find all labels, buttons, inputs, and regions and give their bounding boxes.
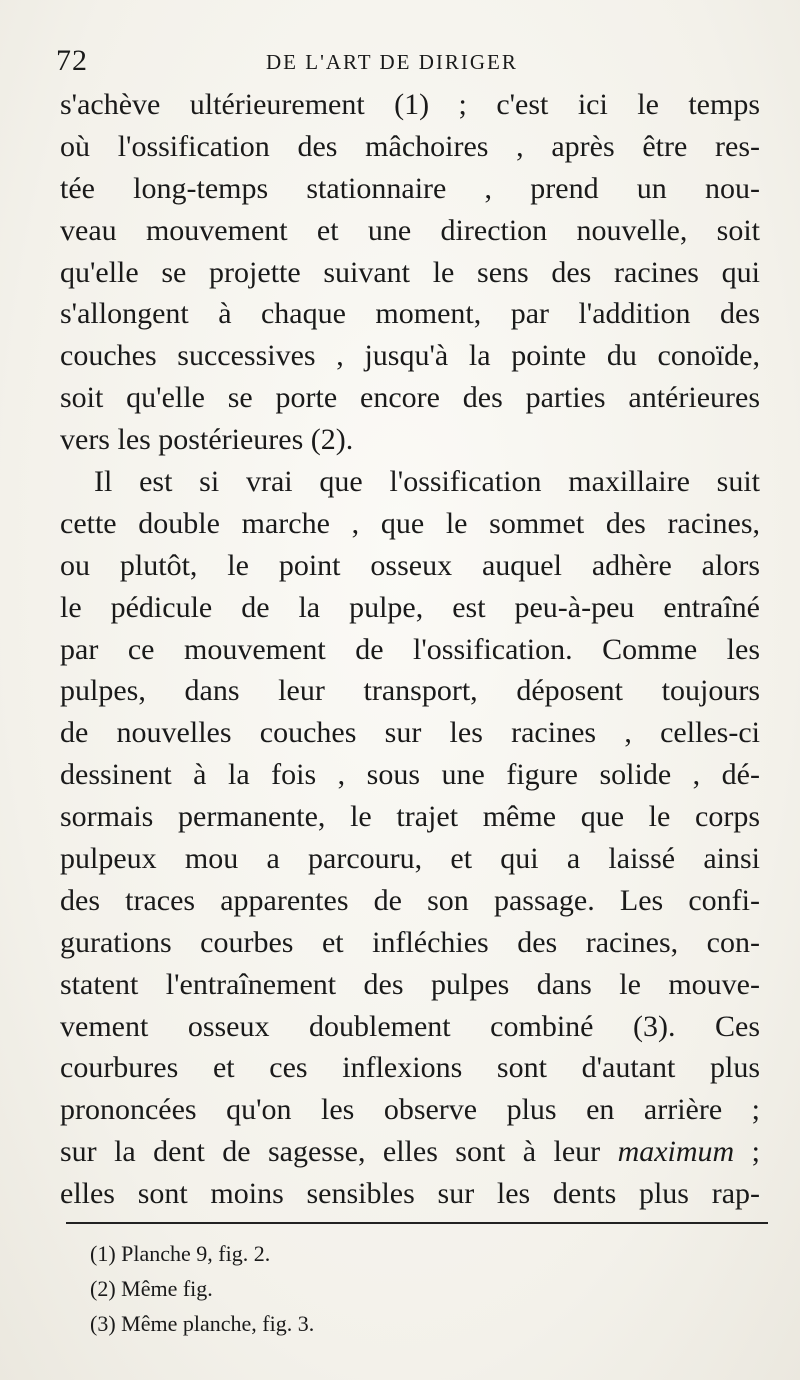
text-segment: sur la dent de sagesse, elles sont à leur — [60, 1135, 618, 1169]
text-line: vement osseux doublement combiné (3). Ces — [60, 1009, 760, 1043]
text-line: par ce mouvement de l'ossification. Comme les — [60, 632, 760, 666]
text-line: pulpeux mou a parcouru, et qui a laissé ainsi — [60, 842, 760, 876]
text-line: soit qu'elle se porte encore des parties antérieures — [60, 381, 760, 415]
text-line: elles sont moins sensibles sur les dents plus rap- — [60, 1177, 760, 1211]
text-segment: ; — [734, 1135, 760, 1169]
footnote: (2) Même fig. — [90, 1276, 213, 1301]
text-line-with-italic — [60, 1131, 760, 1173]
text-line: Il est si vrai que l'ossification maxillaire suit — [94, 465, 760, 499]
text-line: couches successives , jusqu'à la pointe du conoïde, — [60, 339, 760, 373]
running-head: DE L'ART DE DIRIGER — [266, 50, 518, 74]
text-line: ou plutôt, le point osseux auquel adhère alors — [60, 548, 760, 582]
text-line: qu'elle se projette suivant le sens des racines qui — [60, 255, 760, 289]
body-text — [60, 84, 765, 1215]
text-line: vers les postérieures (2). — [60, 423, 354, 457]
text-line: tée long-temps stationnaire , prend un nou- — [60, 171, 760, 205]
text-line: veau mouvement et une direction nouvelle, soit — [60, 213, 760, 247]
text-line: de nouvelles couches sur les racines , celles-ci — [60, 716, 760, 750]
text-line: dessinent à la fois , sous une figure solide , dé- — [60, 758, 760, 792]
italic-word: maximum — [617, 1135, 735, 1169]
text-line: s'allongent à chaque moment, par l'addition des — [60, 297, 760, 331]
page-header — [56, 44, 756, 80]
text-line: le pédicule de la pulpe, est peu-à-peu entraîné — [60, 590, 760, 624]
text-line: cette double marche , que le sommet des racines, — [60, 506, 760, 540]
text-line: s'achève ultérieurement (1) ; c'est ici le temps — [60, 88, 760, 121]
text-line: prononcées qu'on les observe plus en arrière ; — [60, 1093, 760, 1127]
text-line: gurations courbes et infléchies des racines, con- — [60, 925, 760, 959]
text-line: des traces apparentes de son passage. Les confi- — [60, 883, 760, 917]
footnotes — [90, 1236, 690, 1341]
footnote: (1) Planche 9, fig. 2. — [90, 1241, 271, 1266]
text-line: sormais permanente, le trajet même que le corps — [60, 800, 760, 834]
page-number: 72 — [56, 44, 88, 77]
footnote-divider — [66, 1222, 768, 1224]
text-line: statent l'entraînement des pulpes dans le mouve- — [60, 967, 760, 1001]
text-line: courbures et ces inflexions sont d'autant plus — [60, 1051, 760, 1085]
text-line: où l'ossification des mâchoires , après être res- — [60, 129, 760, 163]
footnote: (3) Même planche, fig. 3. — [90, 1311, 315, 1336]
text-line: pulpes, dans leur transport, déposent toujours — [60, 674, 760, 708]
